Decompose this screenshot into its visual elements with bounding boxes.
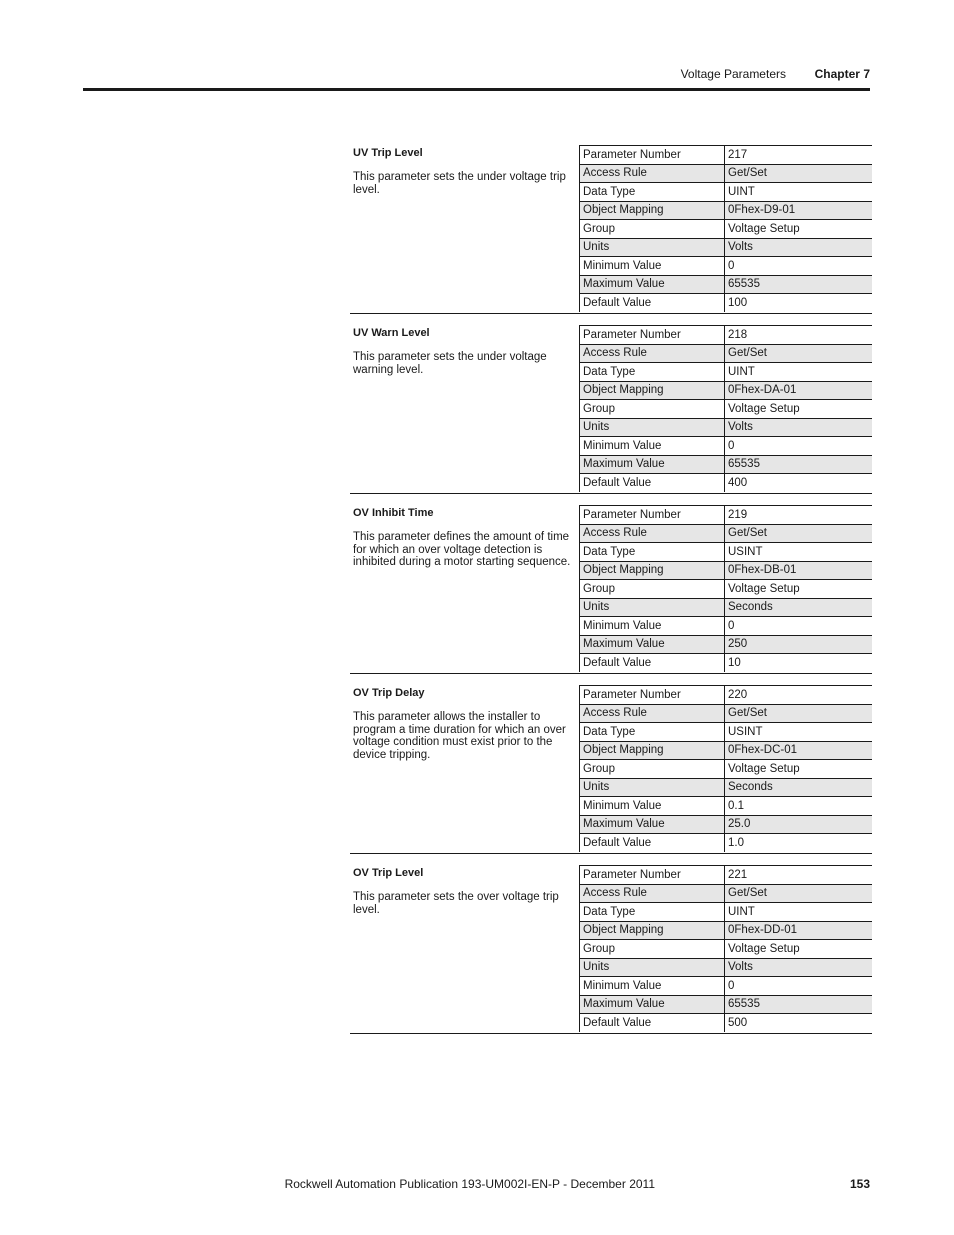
property-label: Units: [580, 958, 725, 977]
property-value: USINT: [725, 543, 873, 562]
property-label: Default Value: [580, 834, 725, 852]
table-row: [580, 238, 873, 257]
property-label: Units: [580, 598, 725, 617]
property-value: 0: [725, 437, 873, 456]
table-row: [580, 815, 873, 834]
property-label: Maximum Value: [580, 635, 725, 654]
property-value: UINT: [725, 183, 873, 202]
property-label: Object Mapping: [580, 561, 725, 580]
property-label: Units: [580, 238, 725, 257]
property-label: Object Mapping: [580, 921, 725, 940]
property-value: 220: [725, 686, 873, 705]
property-label: Parameter Number: [580, 326, 725, 345]
property-value: 1.0: [725, 834, 873, 852]
property-value: UINT: [725, 363, 873, 382]
parameter-block: [350, 865, 872, 1034]
table-row: [580, 381, 873, 400]
table-row: [580, 903, 873, 922]
property-label: Access Rule: [580, 704, 725, 723]
table-row: [580, 344, 873, 363]
table-row: [580, 326, 873, 345]
table-row: [580, 543, 873, 562]
property-value: 25.0: [725, 815, 873, 834]
table-row: [580, 474, 873, 492]
table-row: [580, 940, 873, 959]
table-row: [580, 760, 873, 779]
parameter-properties-table: [579, 685, 872, 852]
property-value: Get/Set: [725, 884, 873, 903]
property-label: Object Mapping: [580, 201, 725, 220]
parameter-properties-table: [579, 325, 872, 492]
property-value: Volts: [725, 238, 873, 257]
property-label: Object Mapping: [580, 381, 725, 400]
property-label: Group: [580, 580, 725, 599]
property-value: Voltage Setup: [725, 580, 873, 599]
parameter-description: This parameter sets the over voltage trip level.: [353, 891, 559, 916]
parameter-name: UV Warn Level: [353, 327, 430, 339]
parameter-description: This parameter sets the under voltage warning level.: [353, 351, 547, 376]
property-label: Maximum Value: [580, 275, 725, 294]
parameter-description: This parameter sets the under voltage trip level.: [353, 171, 566, 196]
parameter-description-cell: [353, 505, 575, 569]
table-row: [580, 455, 873, 474]
property-value: 10: [725, 654, 873, 672]
property-label: Group: [580, 760, 725, 779]
property-value: UINT: [725, 903, 873, 922]
property-label: Units: [580, 418, 725, 437]
table-row: [580, 884, 873, 903]
property-value: Voltage Setup: [725, 940, 873, 959]
property-value: 250: [725, 635, 873, 654]
table-row: [580, 686, 873, 705]
property-label: Parameter Number: [580, 146, 725, 165]
parameter-description: This parameter allows the installer to program a time duration for which an over voltage condition must exist prior to the device tripping.: [353, 711, 566, 761]
property-value: 65535: [725, 995, 873, 1014]
table-row: [580, 977, 873, 996]
table-row: [580, 723, 873, 742]
property-value: Voltage Setup: [725, 400, 873, 419]
property-value: 65535: [725, 455, 873, 474]
parameter-description-cell: [353, 685, 575, 761]
parameter-block: [350, 325, 872, 494]
table-row: [580, 201, 873, 220]
table-row: [580, 400, 873, 419]
table-row: [580, 561, 873, 580]
table-row: [580, 524, 873, 543]
parameter-name: UV Trip Level: [353, 147, 423, 159]
parameter-block: [350, 505, 872, 674]
property-label: Access Rule: [580, 344, 725, 363]
table-row: [580, 797, 873, 816]
property-value: Get/Set: [725, 524, 873, 543]
property-label: Default Value: [580, 1014, 725, 1032]
parameter-block: [350, 685, 872, 854]
parameter-list: [350, 145, 872, 1045]
parameter-name: OV Trip Level: [353, 867, 424, 879]
property-label: Group: [580, 220, 725, 239]
table-row: [580, 183, 873, 202]
property-value: Get/Set: [725, 164, 873, 183]
table-row: [580, 866, 873, 885]
table-row: [580, 363, 873, 382]
property-label: Data Type: [580, 363, 725, 382]
property-value: 218: [725, 326, 873, 345]
property-value: 0Fhex-DB-01: [725, 561, 873, 580]
property-value: 221: [725, 866, 873, 885]
parameter-name: OV Trip Delay: [353, 687, 425, 699]
table-row: [580, 617, 873, 636]
property-label: Minimum Value: [580, 437, 725, 456]
table-row: [580, 704, 873, 723]
property-label: Data Type: [580, 723, 725, 742]
table-row: [580, 506, 873, 525]
table-row: [580, 257, 873, 276]
table-row: [580, 164, 873, 183]
property-value: Voltage Setup: [725, 760, 873, 779]
property-value: Voltage Setup: [725, 220, 873, 239]
property-value: 0Fhex-D9-01: [725, 201, 873, 220]
table-row: [580, 275, 873, 294]
table-row: [580, 635, 873, 654]
header-section-title: Voltage Parameters: [680, 67, 786, 81]
table-row: [580, 580, 873, 599]
property-value: 400: [725, 474, 873, 492]
property-label: Minimum Value: [580, 617, 725, 636]
property-label: Access Rule: [580, 524, 725, 543]
property-value: USINT: [725, 723, 873, 742]
property-label: Parameter Number: [580, 686, 725, 705]
page-footer: [83, 1176, 870, 1194]
parameter-name: OV Inhibit Time: [353, 507, 434, 519]
property-value: Seconds: [725, 598, 873, 617]
property-label: Access Rule: [580, 164, 725, 183]
property-label: Data Type: [580, 903, 725, 922]
property-value: 0Fhex-DD-01: [725, 921, 873, 940]
property-value: 500: [725, 1014, 873, 1032]
property-value: Volts: [725, 958, 873, 977]
table-row: [580, 995, 873, 1014]
property-value: 0Fhex-DA-01: [725, 381, 873, 400]
property-value: Seconds: [725, 778, 873, 797]
property-value: 0.1: [725, 797, 873, 816]
table-row: [580, 921, 873, 940]
property-label: Group: [580, 940, 725, 959]
parameter-properties-table: [579, 865, 872, 1032]
property-label: Default Value: [580, 654, 725, 672]
page-header: [83, 66, 870, 91]
parameter-properties-table: [579, 145, 872, 312]
table-row: [580, 220, 873, 239]
property-value: Volts: [725, 418, 873, 437]
property-value: 0: [725, 617, 873, 636]
property-value: 100: [725, 294, 873, 312]
property-label: Minimum Value: [580, 977, 725, 996]
property-label: Data Type: [580, 543, 725, 562]
page-number: 153: [849, 1177, 870, 1191]
header-chapter-label: Chapter 7: [814, 67, 870, 81]
property-label: Default Value: [580, 294, 725, 312]
property-label: Minimum Value: [580, 257, 725, 276]
parameter-block: [350, 145, 872, 314]
table-row: [580, 834, 873, 852]
property-value: 0: [725, 257, 873, 276]
property-label: Parameter Number: [580, 866, 725, 885]
table-row: [580, 958, 873, 977]
parameter-description-cell: [353, 865, 575, 916]
table-row: [580, 598, 873, 617]
property-value: 219: [725, 506, 873, 525]
property-value: Get/Set: [725, 704, 873, 723]
property-label: Units: [580, 778, 725, 797]
table-row: [580, 418, 873, 437]
property-value: 0: [725, 977, 873, 996]
table-row: [580, 294, 873, 312]
property-label: Minimum Value: [580, 797, 725, 816]
table-row: [580, 654, 873, 672]
property-label: Default Value: [580, 474, 725, 492]
publication-info: Rockwell Automation Publication 193-UM002I-EN-P - December 2011: [284, 1177, 655, 1191]
parameter-properties-table: [579, 505, 872, 672]
property-label: Access Rule: [580, 884, 725, 903]
parameter-description: This parameter defines the amount of time for which an over voltage detection is inhibited during a motor starting sequence.: [353, 531, 571, 568]
property-label: Maximum Value: [580, 815, 725, 834]
property-label: Data Type: [580, 183, 725, 202]
property-label: Maximum Value: [580, 455, 725, 474]
property-label: Group: [580, 400, 725, 419]
property-label: Parameter Number: [580, 506, 725, 525]
property-value: 0Fhex-DC-01: [725, 741, 873, 760]
property-value: 65535: [725, 275, 873, 294]
table-row: [580, 741, 873, 760]
table-row: [580, 778, 873, 797]
table-row: [580, 146, 873, 165]
parameter-description-cell: [353, 145, 575, 196]
parameter-description-cell: [353, 325, 575, 376]
property-label: Maximum Value: [580, 995, 725, 1014]
property-value: Get/Set: [725, 344, 873, 363]
table-row: [580, 1014, 873, 1032]
property-value: 217: [725, 146, 873, 165]
property-label: Object Mapping: [580, 741, 725, 760]
table-row: [580, 437, 873, 456]
